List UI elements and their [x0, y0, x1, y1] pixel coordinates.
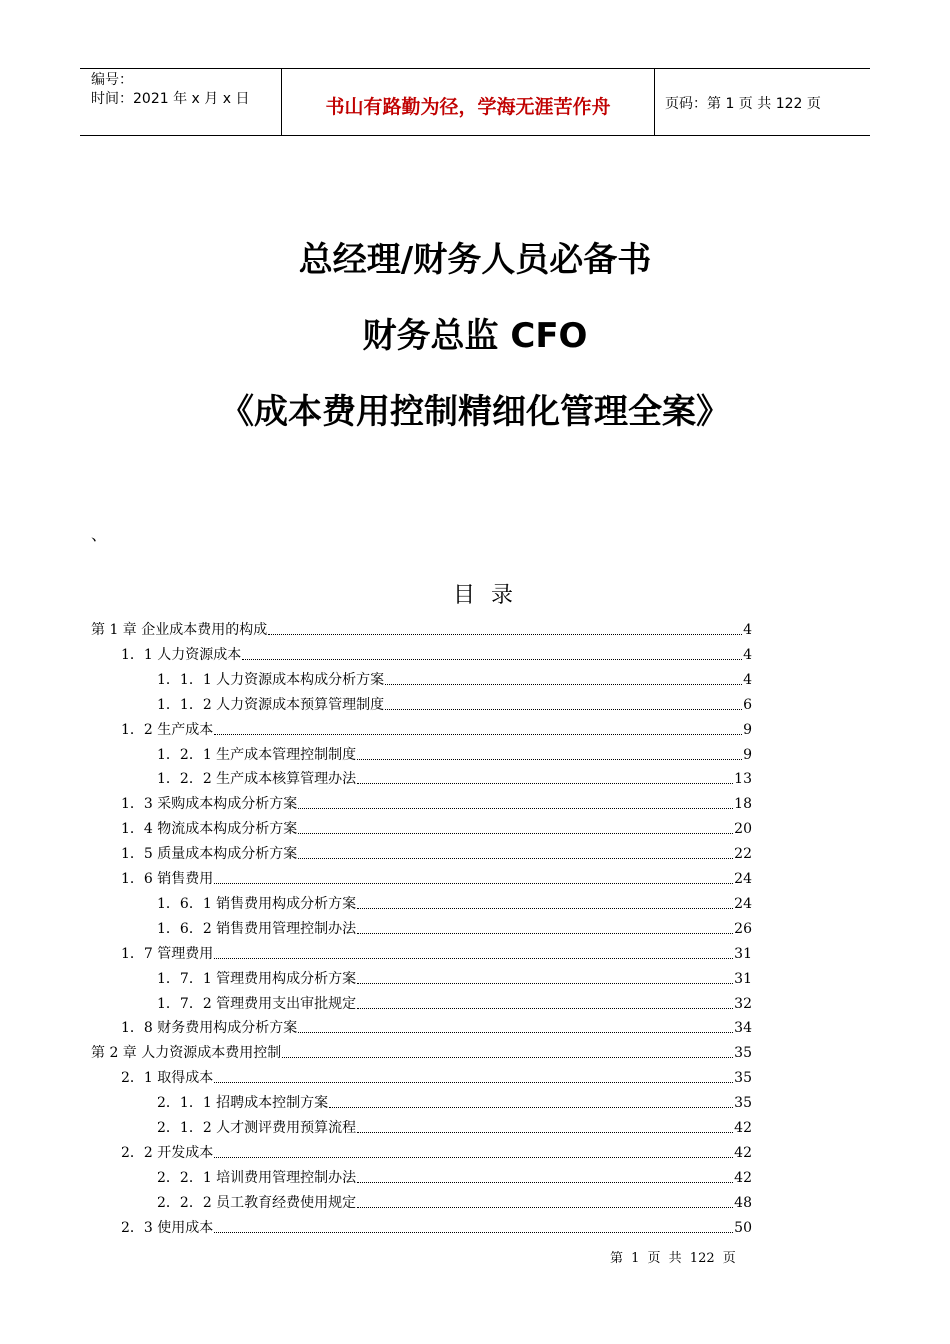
toc-entry[interactable]: [91, 1040, 752, 1062]
toc-entry[interactable]: [121, 791, 752, 813]
toc-entry[interactable]: [157, 1190, 752, 1212]
header-motto: 书山有路勤为径，学海无涯苦作舟: [325, 96, 611, 118]
toc-leader-dots: [298, 807, 733, 809]
toc-entry[interactable]: [157, 891, 752, 913]
toc-entry[interactable]: [91, 617, 752, 639]
header-page-info: 页码：第 1 页 共 122 页: [665, 96, 821, 112]
toc-entry-page: 4: [743, 647, 752, 663]
toc-leader-dots: [385, 683, 742, 685]
toc-entry-page: 26: [734, 921, 752, 937]
toc-leader-dots: [214, 882, 733, 884]
toc-leader-dots: [357, 982, 733, 984]
toc-entry-label: 1．6 销售费用: [121, 871, 214, 887]
toc-entry-label: 1．4 物流成本构成分析方案: [121, 821, 298, 837]
toc-entry-page: 24: [734, 896, 752, 912]
toc-entry[interactable]: [121, 816, 752, 838]
toc-entry-label: 1．1 人力资源成本: [121, 647, 242, 663]
header-bottom-rule: [80, 135, 870, 136]
toc-leader-dots: [357, 1181, 733, 1183]
toc-entry-page: 35: [734, 1070, 752, 1086]
toc-entry[interactable]: [157, 766, 752, 788]
toc-leader-dots: [282, 1056, 733, 1058]
toc-leader-dots: [357, 1206, 733, 1208]
header-divider-right: [654, 68, 655, 136]
toc-entry[interactable]: [121, 1215, 752, 1237]
toc-leader-dots: [214, 1231, 733, 1233]
toc-entry-page: 42: [734, 1120, 752, 1136]
toc-entry-page: 31: [734, 971, 752, 987]
toc-entry-page: 9: [743, 747, 752, 763]
toc-entry[interactable]: [157, 991, 752, 1013]
page-footer: 第 1 页 共 122 页: [610, 1251, 736, 1266]
toc-entry[interactable]: [121, 1015, 752, 1037]
toc-entry-label: 2．2 开发成本: [121, 1145, 214, 1161]
toc-entry[interactable]: [157, 966, 752, 988]
toc-entry-label: 第 1 章 企业成本费用的构成: [91, 622, 268, 638]
toc-leader-dots: [357, 1131, 733, 1133]
stray-mark: 、: [91, 525, 108, 544]
document-time-label: 时间：2021 年 x 月 x 日: [91, 91, 250, 107]
toc-leader-dots: [357, 782, 733, 784]
toc-entry-page: 42: [734, 1145, 752, 1161]
toc-leader-dots: [357, 907, 733, 909]
toc-entry-label: 2．3 使用成本: [121, 1220, 214, 1236]
toc-entry[interactable]: [121, 941, 752, 963]
toc-entry[interactable]: [121, 1140, 752, 1162]
toc-entry-label: 1．1．1 人力资源成本构成分析方案: [157, 672, 385, 688]
toc-entry-page: 48: [734, 1195, 752, 1211]
toc-entry-page: 22: [734, 846, 752, 862]
toc-entry-page: 4: [743, 622, 752, 638]
toc-leader-dots: [298, 832, 733, 834]
toc-entry[interactable]: [121, 642, 752, 664]
toc-entry-label: 2．2．2 员工教育经费使用规定: [157, 1195, 357, 1211]
toc-leader-dots: [214, 1081, 733, 1083]
toc-entry-label: 1．2 生产成本: [121, 722, 214, 738]
toc-leader-dots: [242, 658, 742, 660]
header-top-rule: [80, 68, 870, 69]
toc-entry-page: 13: [734, 771, 752, 787]
toc-entry-page: 42: [734, 1170, 752, 1186]
toc-entry[interactable]: [157, 916, 752, 938]
toc-entry-page: 9: [743, 722, 752, 738]
title-line-2: 财务总监 CFO: [362, 316, 588, 356]
toc-heading: 目录: [452, 583, 529, 608]
toc-entry-page: 32: [734, 996, 752, 1012]
toc-entry-label: 1．6．1 销售费用构成分析方案: [157, 896, 357, 912]
toc-entry-page: 18: [734, 796, 752, 812]
toc-entry-page: 4: [743, 672, 752, 688]
toc-entry-page: 34: [734, 1020, 752, 1036]
toc-entry[interactable]: [157, 1090, 752, 1112]
toc-entry-page: 31: [734, 946, 752, 962]
toc-entry-page: 50: [734, 1220, 752, 1236]
title-line-3: 《成本费用控制精细化管理全案》: [220, 392, 730, 432]
toc-leader-dots: [357, 758, 742, 760]
toc-entry-page: 20: [734, 821, 752, 837]
toc-entry-label: 第 2 章 人力资源成本费用控制: [91, 1045, 282, 1061]
toc-leader-dots: [329, 1106, 733, 1108]
toc-leader-dots: [268, 633, 742, 635]
title-line-1: 总经理/财务人员必备书: [298, 240, 652, 280]
toc-entry[interactable]: [157, 1165, 752, 1187]
toc-leader-dots: [298, 857, 733, 859]
header-meta: [91, 71, 249, 109]
toc-entry-label: 2．2．1 培训费用管理控制办法: [157, 1170, 357, 1186]
toc-entry[interactable]: [157, 742, 752, 764]
toc-leader-dots: [214, 733, 742, 735]
toc-entry-page: 24: [734, 871, 752, 887]
toc-entry[interactable]: [157, 1115, 752, 1137]
document-number-label: 编号：: [91, 72, 133, 88]
toc-entry-label: 2．1．1 招聘成本控制方案: [157, 1095, 329, 1111]
toc-entry-label: 1．3 采购成本构成分析方案: [121, 796, 298, 812]
toc-leader-dots: [357, 932, 733, 934]
toc-entry-label: 1．8 财务费用构成分析方案: [121, 1020, 298, 1036]
toc-entry-label: 1．7．2 管理费用支出审批规定: [157, 996, 357, 1012]
toc-entry-label: 1．2．2 生产成本核算管理办法: [157, 771, 357, 787]
toc-entry[interactable]: [121, 866, 752, 888]
toc-entry-label: 1．7 管理费用: [121, 946, 214, 962]
toc-entry-label: 1．1．2 人力资源成本预算管理制度: [157, 697, 385, 713]
toc-leader-dots: [385, 708, 742, 710]
toc-leader-dots: [357, 1007, 733, 1009]
toc-leader-dots: [214, 957, 733, 959]
toc-leader-dots: [298, 1031, 733, 1033]
toc-entry-page: 35: [734, 1045, 752, 1061]
toc-entry-page: 35: [734, 1095, 752, 1111]
toc-entry-label: 1．5 质量成本构成分析方案: [121, 846, 298, 862]
toc-entry[interactable]: [157, 667, 752, 689]
toc-entry-page: 6: [743, 697, 752, 713]
toc-entry[interactable]: [157, 692, 752, 714]
toc-entry[interactable]: [121, 841, 752, 863]
toc-entry[interactable]: [121, 1065, 752, 1087]
toc-entry-label: 1．6．2 销售费用管理控制办法: [157, 921, 357, 937]
toc-entry-label: 2．1．2 人才测评费用预算流程: [157, 1120, 357, 1136]
toc-entry-label: 1．2．1 生产成本管理控制制度: [157, 747, 357, 763]
toc-entry[interactable]: [121, 717, 752, 739]
toc-entry-label: 2．1 取得成本: [121, 1070, 214, 1086]
toc-leader-dots: [214, 1156, 733, 1158]
toc-entry-label: 1．7．1 管理费用构成分析方案: [157, 971, 357, 987]
